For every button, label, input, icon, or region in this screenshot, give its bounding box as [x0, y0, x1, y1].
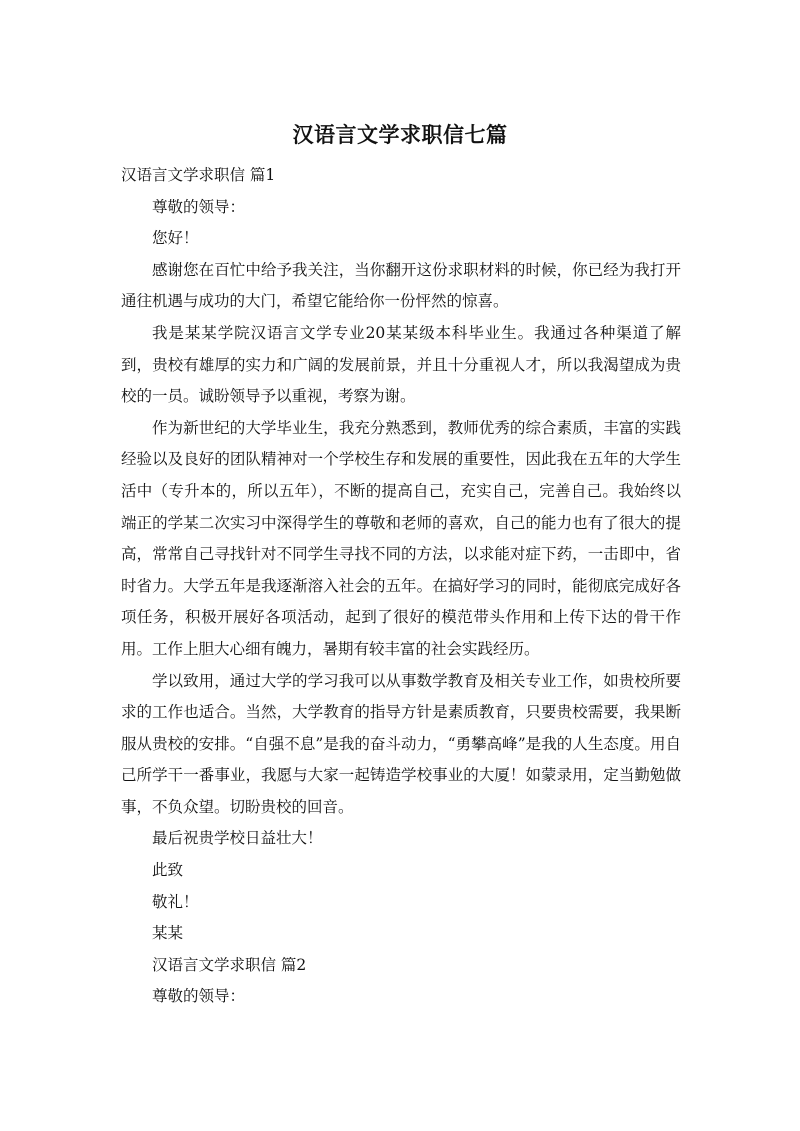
signature-name: 某某 — [152, 924, 184, 943]
salutation: 尊敬的领导： — [152, 987, 246, 1006]
paragraph: 我是某某学院汉语言文学专业20某某级本科毕业生。我通过各种渠道了解到，贵校有雄厚的实力和广阔的发展前景，并且十分重视人才，所以我渴望成为贵校的一员。诚盼领导予以重视，考察为谢。 — [121, 323, 681, 406]
document-title: 汉语言文学求职信七篇 — [292, 123, 508, 147]
section-heading-2: 汉语言文学求职信 篇2 — [152, 955, 307, 974]
document-body — [121, 160, 681, 1013]
greeting: 您好！ — [152, 229, 199, 248]
section-heading-1: 汉语言文学求职信 篇1 — [121, 166, 276, 184]
closing-line: 此致 — [152, 861, 184, 880]
closing-salute: 敬礼！ — [152, 892, 199, 911]
paragraph: 作为新世纪的大学毕业生，我充分熟悉到，教师优秀的综合素质，丰富的实践经验以及良好的团队精神对一个学校生存和发展的重要性，因此我在五年的大学生活中（专升本的，所以五年），不断的提高自己，充实自己，完善自己。我始终以端正的学某二次实习中深得学生的尊敬和老师的喜欢，自己的能力也有了很大的提高，常常自己寻找针对不同学生寻找不同的方法，以求能对症下药，一击即中，省时省力。大学五年是我逐渐溶入社会的五年。在搞好学习的同时，能彻底完成好各项任务，积极开展好各项活动，起到了很好的模范带头作用和上传下达的骨干作用。工作上胆大心细有魄力，暑期有较丰富的社会实践经历。 — [121, 418, 681, 658]
salutation: 尊敬的领导： — [152, 197, 246, 216]
paragraph: 学以致用，通过大学的学习我可以从事数学教育及相关专业工作，如贵校所要求的工作也适合。当然，大学教育的指导方针是素质教育，只要贵校需要，我果断服从贵校的安排。“自强不息”是我的奋斗动力，“勇攀高峰”是我的人生态度。用自己所学干一番事业，我愿与大家一起铸造学校事业的大厦！如蒙录用，定当勤勉做事，不负众望。切盼贵校的回音。 — [121, 671, 681, 816]
paragraph: 感谢您在百忙中给予我关注，当你翻开这份求职材料的时候，你已经为我打开通往机遇与成功的大门，希望它能给你一份怦然的惊喜。 — [121, 260, 681, 311]
closing-wish: 最后祝贵学校日益壮大！ — [152, 829, 323, 848]
